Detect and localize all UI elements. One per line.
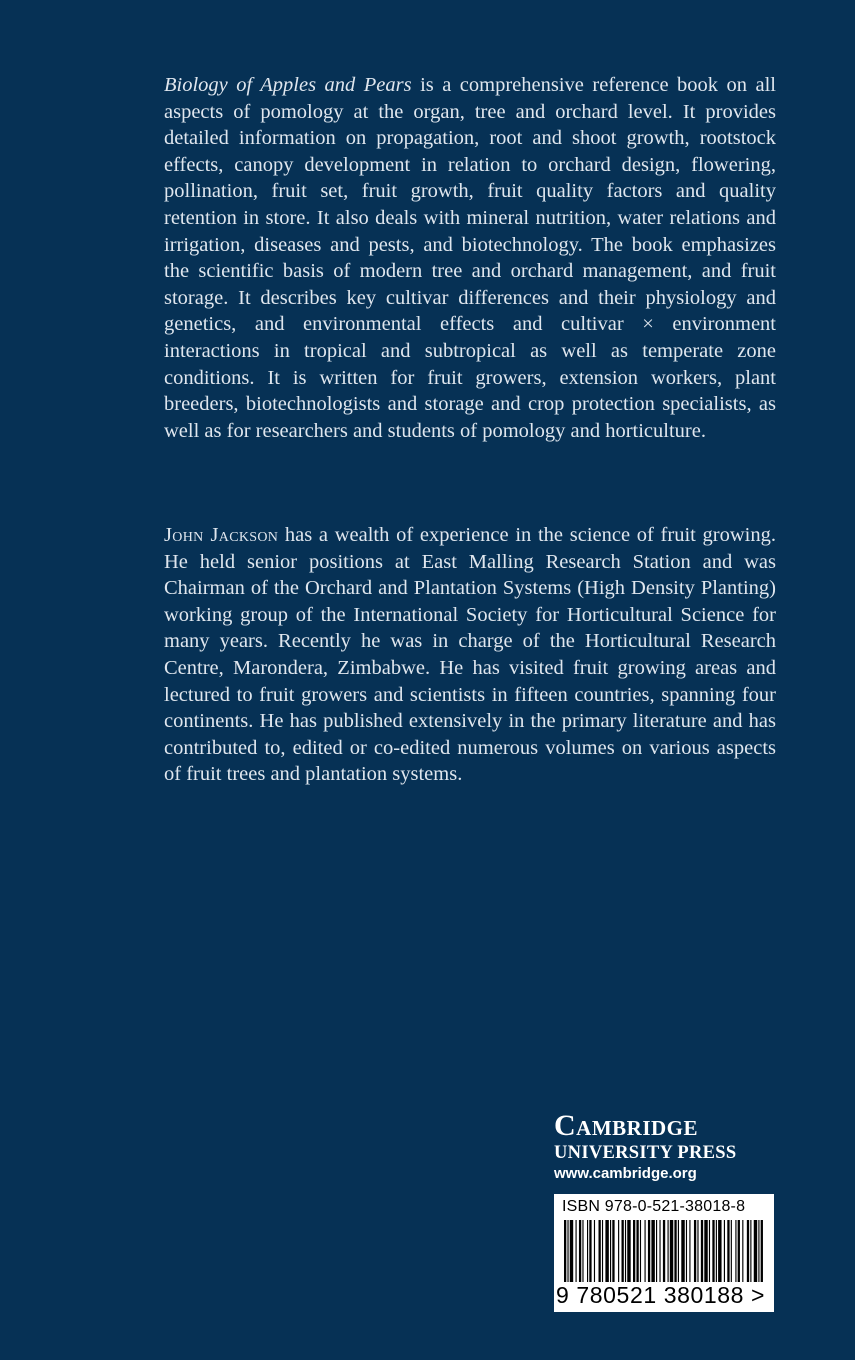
barcode-bar	[727, 1220, 729, 1282]
publisher-name-text: Cambridge	[554, 1109, 699, 1142]
barcode-bar	[605, 1220, 608, 1282]
barcode-bar	[704, 1220, 707, 1282]
barcode-bar	[663, 1220, 665, 1282]
book-title: Biology of Apples and Pears	[164, 74, 412, 96]
barcode-bar	[589, 1220, 591, 1282]
isbn-barcode	[554, 1194, 774, 1312]
barcode-bar	[582, 1220, 583, 1282]
barcode-bar	[674, 1220, 676, 1282]
barcode-bar	[697, 1220, 698, 1282]
barcode-bar	[602, 1220, 603, 1282]
barcode-bar	[594, 1220, 595, 1282]
barcode-bar	[747, 1220, 749, 1282]
barcode-bar	[659, 1220, 660, 1282]
barcode-bar	[633, 1220, 635, 1282]
book-description	[164, 72, 776, 444]
barcode-bar	[668, 1220, 669, 1282]
barcode-bar	[761, 1220, 763, 1282]
barcode-bar	[670, 1220, 673, 1282]
barcode-bar	[686, 1220, 687, 1282]
barcode-bar	[648, 1220, 650, 1282]
barcode-bar	[579, 1220, 581, 1282]
barcode-bar	[612, 1220, 614, 1282]
barcode-bar	[627, 1220, 630, 1282]
barcode-bar	[651, 1220, 654, 1282]
publisher-url: www.cambridge.org	[554, 1165, 697, 1182]
publisher-logo	[554, 1110, 774, 1184]
barcode-bar	[625, 1220, 626, 1282]
barcode-bar	[754, 1220, 757, 1282]
barcode-digits: 9 780521 380188 >	[556, 1282, 766, 1308]
barcode-bar	[735, 1220, 736, 1282]
barcode-bar	[599, 1220, 601, 1282]
author-bio	[164, 522, 776, 788]
barcode-bar	[694, 1220, 696, 1282]
bio-text: has a wealth of experience in the science of fruit growing. He held senior positions at East Malling Research Station and was Chairman of the Orchard and Plantation Systems (High Density Planting) working group of the International Society for Horticultural Science for many years. Recently he was in charge of the Horticultural Research Centre, Marondera, Zimbabwe. He has visited fruit growing areas and lectured to fruit growers and scientists in fifteen countries, spanning four continents. He has published extensively in the primary literature and has contributed to, edited or co-edited numerous volumes on various aspects of fruit trees and plantation systems.	[164, 524, 777, 786]
barcode-bar	[576, 1220, 577, 1282]
barcode-bar	[656, 1220, 657, 1282]
barcode-bar	[738, 1220, 740, 1282]
description-text: is a comprehensive reference book on all aspects of pomology at the organ, tree and orchard level. It provides detailed information on propagation, root and shoot growth, rootstock effects, canopy development in relation to orchard design, flowering, pollination, fruit set, fruit growth, fruit quality factors and quality retention in store. It also deals with mineral nutrition, water relations and irrigation, diseases and pests, and biotechnology. The book emphasizes the scientific basis of modern tree and orchard management, and fruit storage. It describes key cultivar differences and their physiology and genetics, and environmental effects and cultivar × environment interactions in tropical and subtropical as well as temperate zone conditions. It is written for fruit growers, extension workers, plant breeders, biotechnologists and storage and crop protection specialists, as well as for researchers and students of pomology and horticulture.	[164, 74, 776, 442]
barcode-bar	[750, 1220, 751, 1282]
barcode-bar	[724, 1220, 725, 1282]
barcode-bar	[618, 1220, 619, 1282]
barcode-bar	[678, 1220, 679, 1282]
barcode-bar	[701, 1220, 703, 1282]
barcode-bar	[645, 1220, 646, 1282]
barcode-bar	[742, 1220, 743, 1282]
barcode-bar	[570, 1220, 573, 1282]
barcode-bar	[681, 1220, 684, 1282]
barcode-bar	[716, 1220, 717, 1282]
barcode-bar	[718, 1220, 721, 1282]
barcode-bar	[712, 1220, 714, 1282]
barcode-bar	[758, 1220, 759, 1282]
publisher-subtitle: UNIVERSITY PRESS	[554, 1143, 737, 1163]
barcode-bar	[567, 1220, 568, 1282]
barcode-bar	[709, 1220, 710, 1282]
barcode-bar	[689, 1220, 690, 1282]
barcode-bar	[731, 1220, 732, 1282]
barcode-bars	[562, 1220, 766, 1282]
barcode-bar	[636, 1220, 638, 1282]
author-name: John Jackson	[164, 524, 279, 546]
barcode-bar	[640, 1220, 641, 1282]
publisher-name	[554, 1110, 774, 1142]
barcode-bar	[610, 1220, 611, 1282]
barcode-bar	[622, 1220, 624, 1282]
isbn-label: ISBN 978-0-521-38018-8	[562, 1198, 746, 1215]
barcode-bar	[587, 1220, 588, 1282]
barcode-bar	[564, 1220, 566, 1282]
